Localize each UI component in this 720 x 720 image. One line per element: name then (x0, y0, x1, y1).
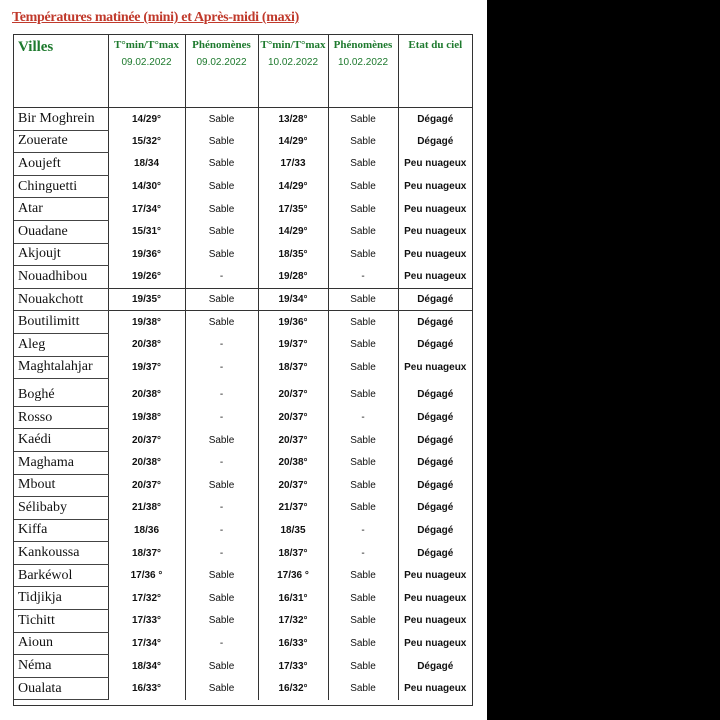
cell-city: Aioun (14, 632, 108, 655)
cell-temp-day2: 17/32° (258, 610, 328, 633)
cell-phenomenes-day2: Sable (328, 655, 398, 678)
cell-phenomenes-day2: Sable (328, 243, 398, 266)
cell-temp-day2: 14/29° (258, 220, 328, 243)
cell-etat-ciel: Peu nuageux (404, 181, 467, 193)
cell-phenomenes-day1: Sable (185, 243, 258, 266)
cell-city: Bir Moghrein (14, 108, 108, 131)
table-row (14, 243, 472, 266)
cell-etat-ciel: Dégagé (417, 524, 454, 536)
cell-city: Oualata (14, 677, 108, 700)
cell-temp-day2: 18/37° (258, 542, 328, 565)
cell-temp-day1: 19/35° (108, 288, 185, 311)
document-title: Températures matinée (mini) et Après-midi (maxi) (12, 10, 299, 25)
cell-city: Kaédi (14, 429, 108, 452)
header-etat-ciel: Etat du ciel (398, 35, 472, 108)
cell-etat-ciel: Dégagé (417, 135, 454, 147)
header-date-day1: 09.02.2022 (121, 57, 172, 68)
table-row (14, 198, 472, 221)
cell-temp-day2: 21/37° (258, 497, 328, 520)
cell-temp-day1: 19/36° (108, 243, 185, 266)
table-row (14, 542, 472, 565)
cell-temp-day2: 18/37° (258, 356, 328, 379)
cell-phenomenes-day2: Sable (328, 474, 398, 497)
cell-city: Aoujeft (14, 153, 108, 176)
cell-temp-day1: 17/36 ° (108, 564, 185, 587)
cell-phenomenes-day1: - (185, 266, 258, 289)
cell-temp-day1: 14/30° (108, 175, 185, 198)
cell-city: Mbout (14, 474, 108, 497)
table-row (14, 311, 472, 334)
cell-phenomenes-day2: Sable (328, 632, 398, 655)
cell-etat-ciel: Peu nuageux (404, 637, 467, 649)
cell-phenomenes-day1: - (185, 451, 258, 474)
cell-city: Atar (14, 198, 108, 221)
cell-temp-day1: 20/38° (108, 384, 185, 407)
table-row (14, 587, 472, 610)
cell-etat-ciel: Peu nuageux (404, 271, 467, 283)
cell-phenomenes-day2: - (328, 406, 398, 429)
cell-temp-day2: 13/28° (258, 108, 328, 131)
cell-temp-day1: 18/34 (108, 153, 185, 176)
table-row (14, 384, 472, 407)
cell-temp-day2: 19/34° (258, 288, 328, 311)
cell-phenomenes-day2: Sable (328, 356, 398, 379)
cell-city: Chinguetti (14, 175, 108, 198)
cell-phenomenes-day1: - (185, 333, 258, 356)
table-row (14, 130, 472, 153)
header-phenomenes-day2: Phénomènes 10.02.2022 (328, 35, 398, 108)
header-temp-day1: T°min/T°max 09.02.2022 (108, 35, 185, 108)
cell-phenomenes-day2: Sable (328, 429, 398, 452)
cell-etat-ciel: Peu nuageux (404, 615, 467, 627)
cell-phenomenes-day2: Sable (328, 497, 398, 520)
cell-city: Rosso (14, 406, 108, 429)
cell-phenomenes-day1: Sable (185, 655, 258, 678)
cell-phenomenes-day2: Sable (328, 564, 398, 587)
cell-temp-day2: 20/37° (258, 384, 328, 407)
cell-phenomenes-day2: - (328, 519, 398, 542)
cell-etat-ciel: Dégagé (398, 288, 472, 311)
cell-temp-day1: 19/26° (108, 266, 185, 289)
cell-etat-ciel: Dégagé (417, 502, 454, 514)
cell-temp-day1: 18/36 (108, 519, 185, 542)
cell-phenomenes-day1: Sable (185, 220, 258, 243)
cell-phenomenes-day1: - (185, 519, 258, 542)
table-body (14, 108, 472, 700)
cell-etat-ciel: Dégagé (398, 311, 472, 334)
cell-phenomenes-day1: Sable (185, 198, 258, 221)
table-row (14, 677, 472, 700)
table-row (14, 333, 472, 356)
cell-phenomenes-day1: Sable (185, 288, 258, 311)
cell-phenomenes-day1: Sable (185, 564, 258, 587)
cell-phenomenes-day1: Sable (185, 311, 258, 334)
black-margin (487, 0, 720, 720)
cell-etat-ciel: Peu nuageux (404, 248, 467, 260)
header-temp-day2: T°min/T°max 10.02.2022 (258, 35, 328, 108)
cell-phenomenes-day2: Sable (328, 587, 398, 610)
cell-phenomenes-day2: Sable (328, 175, 398, 198)
cell-phenomenes-day2: - (328, 266, 398, 289)
cell-temp-day1: 14/29° (108, 108, 185, 131)
cell-city: Zouerate (14, 130, 108, 153)
cell-phenomenes-day2: Sable (328, 677, 398, 700)
cell-temp-day2: 20/37° (258, 429, 328, 452)
cell-phenomenes-day1: Sable (185, 175, 258, 198)
table-row (14, 220, 472, 243)
cell-city: Kankoussa (14, 542, 108, 565)
table-row (14, 429, 472, 452)
cell-phenomenes-day2: Sable (328, 198, 398, 221)
table-header-row (14, 35, 472, 108)
cell-phenomenes-day2: Sable (328, 333, 398, 356)
cell-phenomenes-day1: - (185, 542, 258, 565)
cell-city: Néma (14, 655, 108, 678)
table-row (14, 266, 472, 289)
table-row (14, 564, 472, 587)
cell-temp-day2: 20/37° (258, 406, 328, 429)
table-row (14, 474, 472, 497)
cell-etat-ciel: Dégagé (417, 389, 454, 401)
cell-city: Tidjikja (14, 587, 108, 610)
cell-phenomenes-day1: Sable (185, 587, 258, 610)
cell-temp-day1: 17/32° (108, 587, 185, 610)
cell-temp-day2: 16/33° (258, 632, 328, 655)
cell-city: Akjoujt (14, 243, 108, 266)
cell-temp-day1: 19/38° (108, 406, 185, 429)
cell-phenomenes-day1: Sable (185, 108, 258, 131)
cell-temp-day1: 21/38° (108, 497, 185, 520)
cell-city: Boutilimitt (14, 311, 108, 334)
table-row (14, 108, 472, 131)
cell-temp-day1: 19/38° (108, 311, 185, 334)
cell-temp-day1: 17/34° (108, 198, 185, 221)
cell-phenomenes-day1: Sable (185, 130, 258, 153)
cell-temp-day2: 16/31° (258, 587, 328, 610)
cell-city: Boghé (14, 384, 108, 407)
cell-phenomenes-day1: Sable (185, 677, 258, 700)
cell-temp-day1: 16/33° (108, 677, 185, 700)
header-date-day2: 10.02.2022 (267, 57, 319, 68)
cell-etat-ciel: Dégagé (417, 412, 454, 424)
cell-temp-day2: 20/37° (258, 474, 328, 497)
cell-phenomenes-day2: Sable (328, 311, 398, 334)
cell-etat-ciel: Peu nuageux (404, 361, 467, 373)
cell-etat-ciel: Dégagé (417, 434, 454, 446)
cell-phenomenes-day2: Sable (328, 220, 398, 243)
table-row (14, 655, 472, 678)
cell-city: Tichitt (14, 610, 108, 633)
header-pdate-day2: 10.02.2022 (337, 57, 389, 68)
cell-etat-ciel: Peu nuageux (404, 683, 467, 695)
cell-city: Aleg (14, 333, 108, 356)
cell-city: Maghtalahjar (14, 356, 108, 379)
cell-phenomenes-day1: Sable (185, 429, 258, 452)
cell-temp-day2: 18/35 (258, 519, 328, 542)
table-row (14, 519, 472, 542)
cell-temp-day2: 17/33 (258, 153, 328, 176)
cell-etat-ciel: Dégagé (417, 457, 454, 469)
cell-temp-day2: 14/29° (258, 175, 328, 198)
cell-temp-day1: 17/33° (108, 610, 185, 633)
cell-temp-day2: 19/37° (258, 333, 328, 356)
cell-temp-day1: 20/38° (108, 451, 185, 474)
cell-temp-day2: 17/36 ° (258, 564, 328, 587)
cell-city: Nouakchott (14, 288, 108, 311)
header-villes: Villes (14, 35, 108, 108)
cell-temp-day1: 15/31° (108, 220, 185, 243)
cell-etat-ciel: Peu nuageux (404, 203, 467, 215)
table-row (14, 175, 472, 198)
cell-phenomenes-day1: - (185, 356, 258, 379)
cell-temp-day1: 15/32° (108, 130, 185, 153)
cell-temp-day2: 17/33° (258, 655, 328, 678)
cell-phenomenes-day2: Sable (328, 451, 398, 474)
cell-etat-ciel: Dégagé (417, 339, 454, 351)
weather-table (13, 34, 473, 706)
cell-phenomenes-day1: - (185, 632, 258, 655)
table-row (14, 153, 472, 176)
cell-phenomenes-day2: Sable (328, 108, 398, 131)
cell-etat-ciel: Peu nuageux (404, 570, 467, 582)
cell-temp-day2: 20/38° (258, 451, 328, 474)
table-row (14, 406, 472, 429)
cell-phenomenes-day2: Sable (328, 288, 398, 311)
header-phenomenes-day1: Phénomènes 09.02.2022 (185, 35, 258, 108)
cell-city: Sélibaby (14, 497, 108, 520)
cell-city: Barkéwol (14, 564, 108, 587)
cell-temp-day1: 18/37° (108, 542, 185, 565)
cell-phenomenes-day1: - (185, 406, 258, 429)
table-row (14, 610, 472, 633)
cell-city: Ouadane (14, 220, 108, 243)
cell-temp-day2: 18/35° (258, 243, 328, 266)
table-row (14, 356, 472, 379)
cell-etat-ciel: Dégagé (417, 113, 454, 125)
cell-phenomenes-day2: Sable (328, 130, 398, 153)
cell-temp-day1: 18/34° (108, 655, 185, 678)
cell-city: Kiffa (14, 519, 108, 542)
table-row (14, 451, 472, 474)
cell-temp-day1: 19/37° (108, 356, 185, 379)
cell-temp-day2: 14/29° (258, 130, 328, 153)
header-pdate-day1: 09.02.2022 (196, 57, 247, 68)
cell-etat-ciel: Dégagé (417, 479, 454, 491)
cell-phenomenes-day1: - (185, 497, 258, 520)
cell-temp-day2: 16/32° (258, 677, 328, 700)
cell-temp-day1: 20/38° (108, 333, 185, 356)
table-row (14, 497, 472, 520)
cell-temp-day1: 20/37° (108, 474, 185, 497)
cell-temp-day2: 19/36° (258, 311, 328, 334)
cell-city: Nouadhibou (14, 266, 108, 289)
cell-phenomenes-day1: Sable (185, 610, 258, 633)
cell-etat-ciel: Peu nuageux (404, 158, 467, 170)
table-row (14, 632, 472, 655)
cell-phenomenes-day2: Sable (328, 384, 398, 407)
cell-phenomenes-day1: Sable (185, 153, 258, 176)
cell-temp-day1: 20/37° (108, 429, 185, 452)
cell-city: Maghama (14, 451, 108, 474)
table-row (14, 288, 472, 311)
cell-phenomenes-day1: - (185, 384, 258, 407)
cell-etat-ciel: Peu nuageux (404, 592, 467, 604)
cell-phenomenes-day2: Sable (328, 153, 398, 176)
cell-temp-day2: 17/35° (258, 198, 328, 221)
cell-etat-ciel: Dégagé (417, 660, 454, 672)
cell-phenomenes-day2: Sable (328, 610, 398, 633)
cell-phenomenes-day2: - (328, 542, 398, 565)
cell-etat-ciel: Peu nuageux (404, 226, 467, 238)
cell-temp-day1: 17/34° (108, 632, 185, 655)
cell-etat-ciel: Dégagé (417, 547, 454, 559)
cell-phenomenes-day1: Sable (185, 474, 258, 497)
cell-temp-day2: 19/28° (258, 266, 328, 289)
